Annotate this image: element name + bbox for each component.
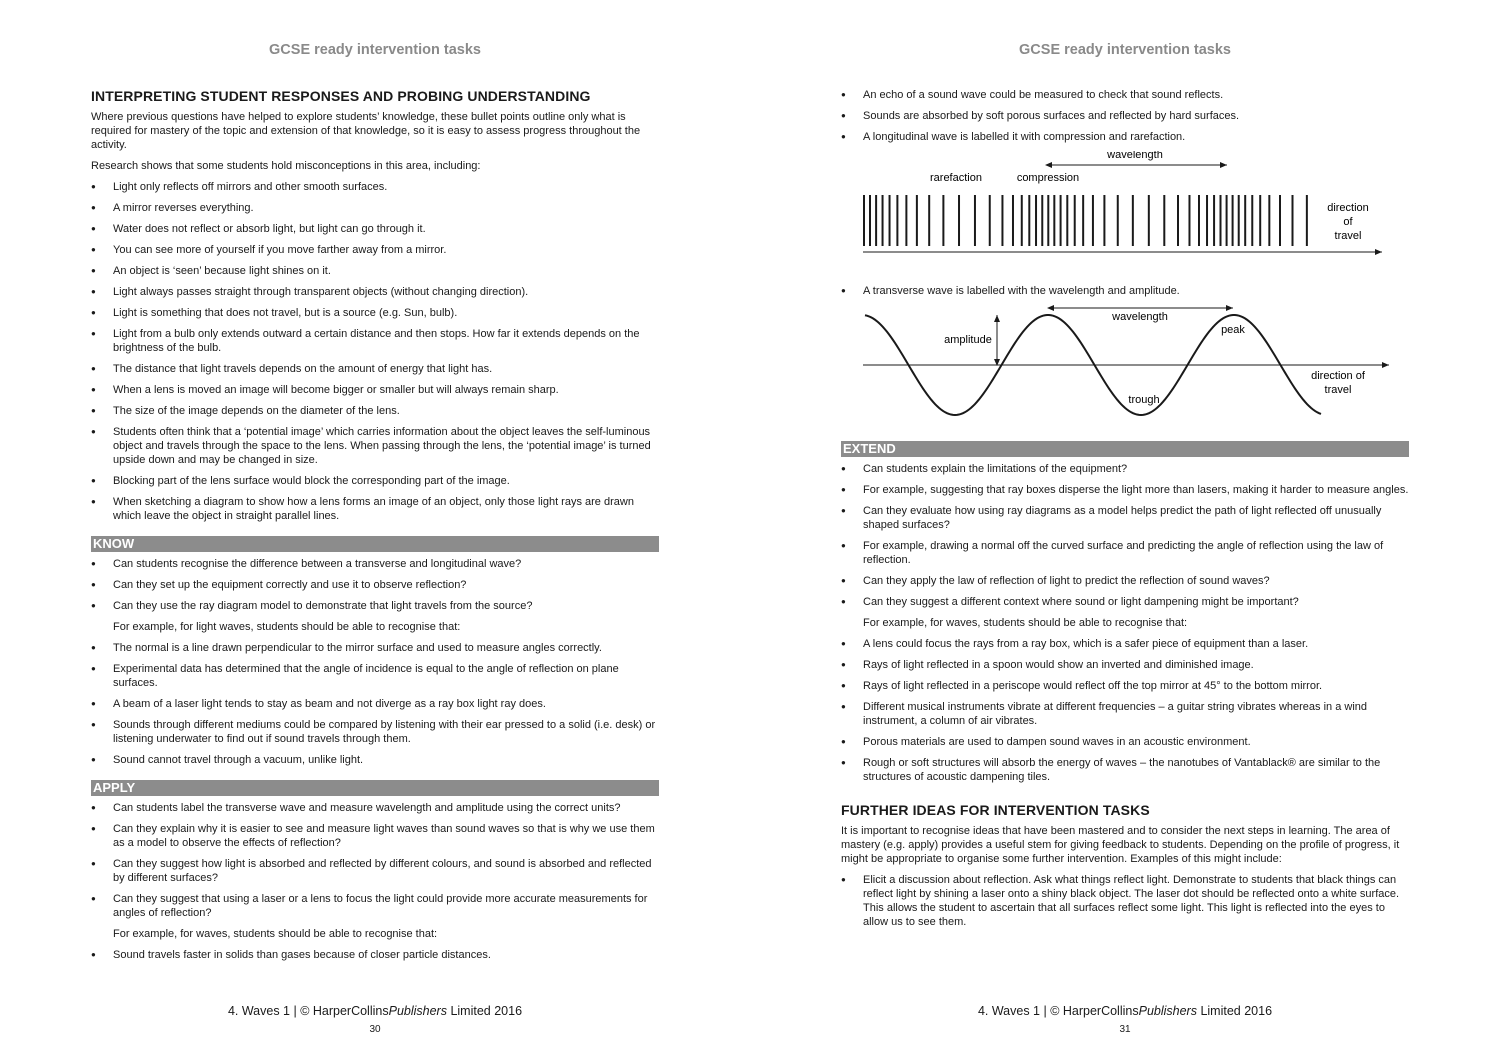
apply-list (91, 801, 659, 962)
footer-suffix: Limited 2016 (446, 1004, 523, 1018)
list-item: ● The size of the image depends on the diameter of the lens. (91, 404, 659, 418)
compression-lines (864, 195, 1307, 246)
list-item: ● Can students explain the limitations of the equipment? (841, 462, 1409, 476)
list-item: ● Students often think that a ‘potential image’ which carries information about the object leaves the self-luminous object and travels through the space to the lens. When passing through the lens, the ‘potential image’ is turned upside down and may be changed in size. (91, 425, 659, 467)
footer-prefix: 4. Waves 1 | © HarperCollins (977, 1004, 1139, 1018)
example-lead: For example, for waves, students should be able to recognise that: (113, 928, 438, 940)
list-item: ● An echo of a sound wave could be measured to check that sound reflects. (841, 88, 1409, 102)
list-item: ● Can they suggest that using a laser or a lens to focus the light could provide more accurate measurements for angles of reflection? (91, 892, 659, 920)
list-item: ● Sound cannot travel through a vacuum, unlike light. (91, 753, 659, 767)
list-item: ● Can students label the transverse wave and measure wavelength and amplitude using the correct units? (91, 801, 659, 815)
list-item: ● The normal is a line drawn perpendicular to the mirror surface and used to measure angles correctly. (91, 641, 659, 655)
list-item: ● A mirror reverses everything. (91, 201, 659, 215)
rarefaction-label: rarefaction (930, 172, 982, 184)
trough-label: trough (1128, 394, 1160, 406)
direction-label: travel (1324, 384, 1352, 396)
list-item: ● Can they set up the equipment correctly and use it to observe reflection? (91, 578, 659, 592)
further-intro: It is important to recognise ideas that have been mastered and to consider the next steps in learning. The area of mastery (e.g. apply) provides a useful stem for giving feedback to students. Depending on the profile of progress, it might be appropriate to organise some further intervention. Examples of this might include: (841, 825, 1400, 865)
list-item: ● Can students recognise the difference between a transverse and longitudinal wave? (91, 557, 659, 571)
list-item: ● Rough or soft structures will absorb the energy of waves – the nanotubes of Vantablack® are similar to the structures of acoustic dampening tiles. (841, 756, 1409, 784)
list-item: ● Experimental data has determined that the angle of incidence is equal to the angle of reflection on plane surfaces. (91, 662, 659, 690)
transverse-wave-diagram (839, 305, 1409, 435)
peak-label: peak (1221, 324, 1245, 336)
list-item: ● Elicit a discussion about reflection. Ask what things reflect light. Demonstrate to students that black things can reflect light by shining a laser onto a shiny black object. The laser dot should be reflected onto a white surface. This allows the student to ascertain that all surfaces reflect some light. This light is reflected into the eyes to allow us to see them. (841, 873, 1409, 929)
extend-bar: EXTEND (841, 441, 1409, 457)
extend-list (841, 462, 1409, 784)
list-item: ● Blocking part of the lens surface would block the corresponding part of the image. (91, 474, 659, 488)
right-page (750, 0, 1500, 1061)
compression-label: compression (1016, 172, 1080, 184)
footer-publisher: Publishers (1138, 1004, 1197, 1018)
list-item: ● Can they explain why it is easier to see and measure light waves than sound waves so that is why we use them as a model to observe the effects of reflection? (91, 822, 659, 850)
know-bar: KNOW (91, 536, 659, 552)
top-list (841, 88, 1409, 144)
know-list (91, 557, 659, 767)
list-item: ● Sounds through different mediums could be compared by listening with their ear pressed to a solid (i.e. desk) or listening underwater to find out if sound travels through them. (91, 718, 659, 746)
list-item: ● Sounds are absorbed by soft porous surfaces and reflected by hard surfaces. (841, 109, 1409, 123)
transverse-list (841, 284, 1409, 298)
running-head: GCSE ready intervention tasks (269, 42, 481, 58)
list-item: ● Can they evaluate how using ray diagrams as a model helps predict the path of light reflected off unusually shaped surfaces? (841, 504, 1409, 532)
list-item: ● A transverse wave is labelled with the wavelength and amplitude. (841, 284, 1409, 298)
list-item: ● Light is something that does not travel, but is a source (e.g. Sun, bulb). (91, 306, 659, 320)
list-item: ● Different musical instruments vibrate at different frequencies – a guitar string vibrates whereas in a wind instrument, a column of air vibrates. (841, 700, 1409, 728)
list-item: ● Can they apply the law of reflection of light to predict the reflection of sound waves? (841, 574, 1409, 588)
list-item: ● Light only reflects off mirrors and other smooth surfaces. (91, 180, 659, 194)
footer (750, 1004, 1500, 1018)
list-item: ● Rays of light reflected in a spoon would show an inverted and diminished image. (841, 658, 1409, 672)
list-item: ● Porous materials are used to dampen sound waves in an acoustic environment. (841, 735, 1409, 749)
section-heading: INTERPRETING STUDENT RESPONSES AND PROBING UNDERSTANDING (91, 88, 591, 104)
list-item: ● For example, suggesting that ray boxes disperse the light more than lasers, making it harder to measure angles. (841, 483, 1409, 497)
direction-label: of (1343, 216, 1353, 228)
example-lead: For example, for waves, students should be able to recognise that: (863, 617, 1188, 629)
page-number: 30 (369, 1024, 381, 1035)
example-lead: For example, for light waves, students should be able to recognise that: (113, 621, 461, 633)
direction-label: travel (1334, 230, 1362, 242)
further-heading: FURTHER IDEAS FOR INTERVENTION TASKS (841, 802, 1150, 818)
misconceptions-list (91, 180, 659, 523)
list-item: ● Light from a bulb only extends outward a certain distance and then stops. How far it extends depends on the brightness of the bulb. (91, 327, 659, 355)
amplitude-label: amplitude (944, 334, 992, 346)
direction-label: direction of (1311, 370, 1365, 382)
list-item: ● You can see more of yourself if you move farther away from a mirror. (91, 243, 659, 257)
list-item: ● The distance that light travels depends on the amount of energy that light has. (91, 362, 659, 376)
longitudinal-wave-diagram (839, 151, 1409, 276)
list-item: ● When a lens is moved an image will become bigger or smaller but will always remain sharp. (91, 383, 659, 397)
running-head: GCSE ready intervention tasks (1019, 42, 1231, 58)
footer-prefix: 4. Waves 1 | © HarperCollins (227, 1004, 389, 1018)
list-item: ● Light always passes straight through transparent objects (without changing direction). (91, 285, 659, 299)
footer-publisher: Publishers (388, 1004, 447, 1018)
direction-label: direction (1327, 202, 1369, 214)
list-item: ● Can they use the ray diagram model to demonstrate that light travels from the source? (91, 599, 659, 613)
list-item: ● Can they suggest a different context where sound or light dampening might be important? (841, 595, 1409, 609)
list-item: ● For example, drawing a normal off the curved surface and predicting the angle of reflection using the law of reflection. (841, 539, 1409, 567)
list-item: ● Sound travels faster in solids than gases because of closer particle distances. (91, 948, 659, 962)
list-item: ● Can they suggest how light is absorbed and reflected by different colours, and sound is absorbed and reflected by different surfaces? (91, 857, 659, 885)
list-item: ● Water does not reflect or absorb light, but light can go through it. (91, 222, 659, 236)
list-item: ● When sketching a diagram to show how a lens forms an image of an object, only those light rays are drawn which leave the object in straight parallel lines. (91, 495, 659, 523)
intro-paragraph: Where previous questions have helped to explore students’ knowledge, these bullet points outline only what is required for mastery of the topic and extension of that knowledge, so it is easy to assess progress throughout the activity. (91, 111, 641, 151)
right-content (841, 88, 1409, 936)
research-paragraph: Research shows that some students hold misconceptions in this area, including: (91, 160, 481, 172)
footer (0, 1004, 750, 1018)
page-number: 31 (1119, 1024, 1131, 1035)
list-item: ● A beam of a laser light tends to stay as beam and not diverge as a ray box light ray does. (91, 697, 659, 711)
list-item: ● A longitudinal wave is labelled it with compression and rarefaction. (841, 130, 1409, 144)
footer-suffix: Limited 2016 (1196, 1004, 1273, 1018)
list-item: ● Rays of light reflected in a periscope would reflect off the top mirror at 45° to the bottom mirror. (841, 679, 1409, 693)
list-item: ● A lens could focus the rays from a ray box, which is a safer piece of equipment than a laser. (841, 637, 1409, 651)
wavelength-label: wavelength (1112, 311, 1168, 323)
left-content (91, 88, 659, 969)
list-item: ● An object is ‘seen’ because light shines on it. (91, 264, 659, 278)
apply-bar: APPLY (91, 780, 659, 796)
wavelength-label: wavelength (1107, 151, 1163, 161)
further-list (841, 873, 1409, 929)
